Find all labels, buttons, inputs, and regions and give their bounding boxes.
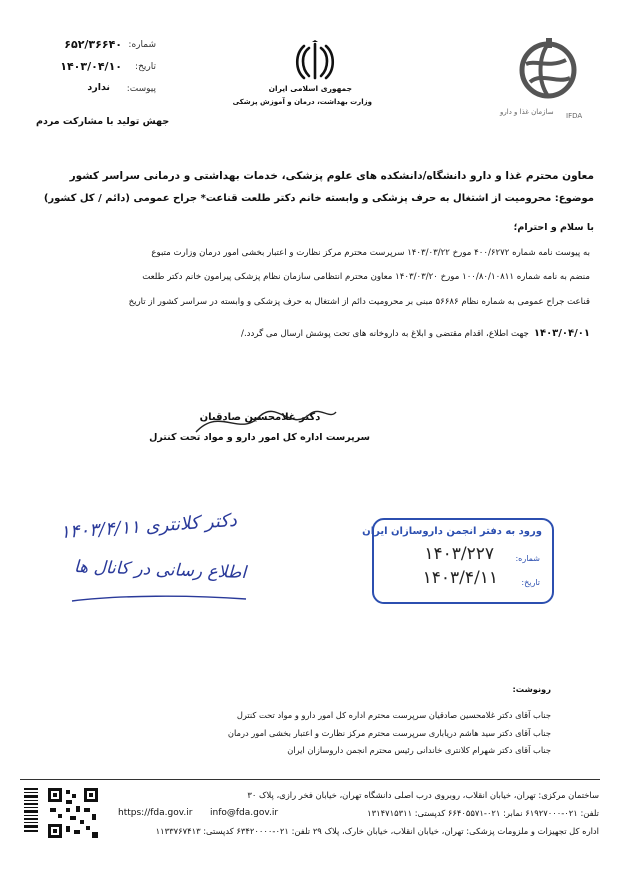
stamp-title: ورود به دفتر انجمن داروسازان ایران: [362, 526, 542, 537]
barcode-icon: [24, 788, 38, 834]
body-date: ۱۴۰۳/۰۴/۰۱: [533, 328, 590, 339]
addressee: معاون محترم غذا و دارو دانشگاه/دانشکده های علوم پزشکی، خدمات بهداشتی و درمانی سراسر کشور: [69, 170, 594, 182]
ministry-text: وزارت بهداشت، درمان و آموزش پزشکی: [232, 98, 372, 106]
stamp-date-label: تاریخ:: [521, 578, 540, 587]
fda-logo-text: سازمان غذا و دارو: [500, 108, 554, 116]
stamp-number-label: شماره:: [515, 554, 540, 563]
attachment-value: ندارد: [87, 82, 110, 93]
footer-line-3: اداره کل تجهیزات و ملزومات پزشکی: تهران، خیابان انقلاب، خیابان خارک، پلاک ۲۹ تلفن: ۰۲۱-۶۳۴۲۰۰۰۰ کدپستی: ۱۱۳۳۷۶۷۴۱۳: [155, 826, 599, 836]
handwriting-line-1: دکتر کلانتری ۱۴۰۳/۴/۱۱: [59, 509, 238, 544]
slogan: جهش تولید با مشارکت مردم: [36, 116, 170, 127]
receipt-stamp: [362, 518, 554, 604]
signatory-name: دکتر غلامحسین صادقیان: [199, 412, 321, 423]
footer-email[interactable]: info@fda.gov.ir: [210, 808, 279, 818]
footer-line-2: [110, 808, 599, 822]
qr-code-icon: [46, 786, 100, 840]
footer-phones: تلفن: ۰۲۱-۶۱۹۲۷۰۰۰ نمابر: ۰۲۱-۶۶۴۰۵۵۷۱ کدپستی: ۱۳۱۴۷۱۵۳۱۱: [367, 808, 599, 818]
attachment-label: پیوست:: [126, 84, 156, 94]
cc-heading: رونوشت:: [512, 684, 551, 694]
republic-text: جمهوری اسلامی ایران: [268, 84, 352, 93]
number-value: ۶۵۲/۳۶۶۴۰: [64, 38, 122, 51]
ifda-logo-icon: [516, 38, 580, 112]
cc-line-2: جناب آقای دکتر سید هاشم دریاباری سرپرست محترم مرکز نظارت و اعتبار بخشی امور درمان: [227, 728, 551, 738]
fda-abbr: IFDA: [566, 112, 583, 120]
number-label: شماره:: [128, 40, 156, 50]
date-value: ۱۴۰۳/۰۴/۱۰: [60, 60, 122, 73]
handwriting-underline: [70, 590, 250, 602]
iran-emblem-icon: [295, 40, 335, 82]
body-line-4: [28, 321, 590, 340]
footer-url[interactable]: https://fda.gov.ir: [118, 808, 193, 818]
signatory-title: سرپرست اداره کل امور دارو و مواد تحت کنترل: [149, 432, 370, 443]
signature-scribble: [190, 402, 340, 442]
cc-line-1: جناب آقای دکتر غلامحسین صادقیان سرپرست محترم اداره کل امور دارو و مواد تحت کنترل: [236, 710, 551, 720]
footer-line-1: ساختمان مرکزی: تهران، خیابان انقلاب، روبروی درب اصلی دانشگاه تهران، خیابان فخر رازی، پلاک ۳۰: [247, 790, 599, 800]
cc-line-3: جناب آقای دکتر شهرام کلانتری خاندانی رئیس محترم انجمن داروسازان ایران: [287, 745, 551, 755]
subject: موضوع: محرومیت از اشتغال به حرف پزشکی و وابسته خانم دکتر طلعت قناعت* جراح عمومی (دائم / کل کشور): [43, 193, 594, 204]
body-line-4-text: جهت اطلاع، اقدام مقتضی و ابلاغ به داروخانه های تحت پوشش ارسال می گردد./: [241, 329, 529, 339]
stamp-date-value: ۱۴۰۳/۴/۱۱: [422, 568, 498, 588]
greeting: با سلام و احترام؛: [513, 222, 594, 233]
body-line-3: قناعت جراح عمومی به شماره نظام ۵۶۶۸۶ مبنی بر محرومیت دائم از اشتغال به حرف پزشکی و وابسته در سراسر کشور از تاریخ: [128, 297, 590, 307]
body-line-2: منضم به نامه شماره ۱۰۰/۸۰/۱۰۸۱۱ مورخ ۱۴۰۳/۰۳/۲۰ معاون محترم انتظامی سازمان نظام پزشکی پیرامون خانم دکتر طلعت: [142, 272, 590, 282]
date-label: تاریخ:: [135, 62, 156, 72]
footer-divider: [20, 779, 600, 780]
body-line-1: به پیوست نامه شماره ۴۰۰/۶۲۷۲ مورخ ۱۴۰۳/۰۳/۲۲ سرپرست محترم مرکز نظارت و اعتبار بخشی امور درمان وزارت متبوع: [151, 248, 590, 258]
letter-meta: [30, 38, 160, 108]
stamp-number-value: ۱۴۰۳/۲۲۷: [424, 544, 494, 564]
handwriting-line-2: اطلاع رسانی در کانال ها: [73, 557, 247, 583]
